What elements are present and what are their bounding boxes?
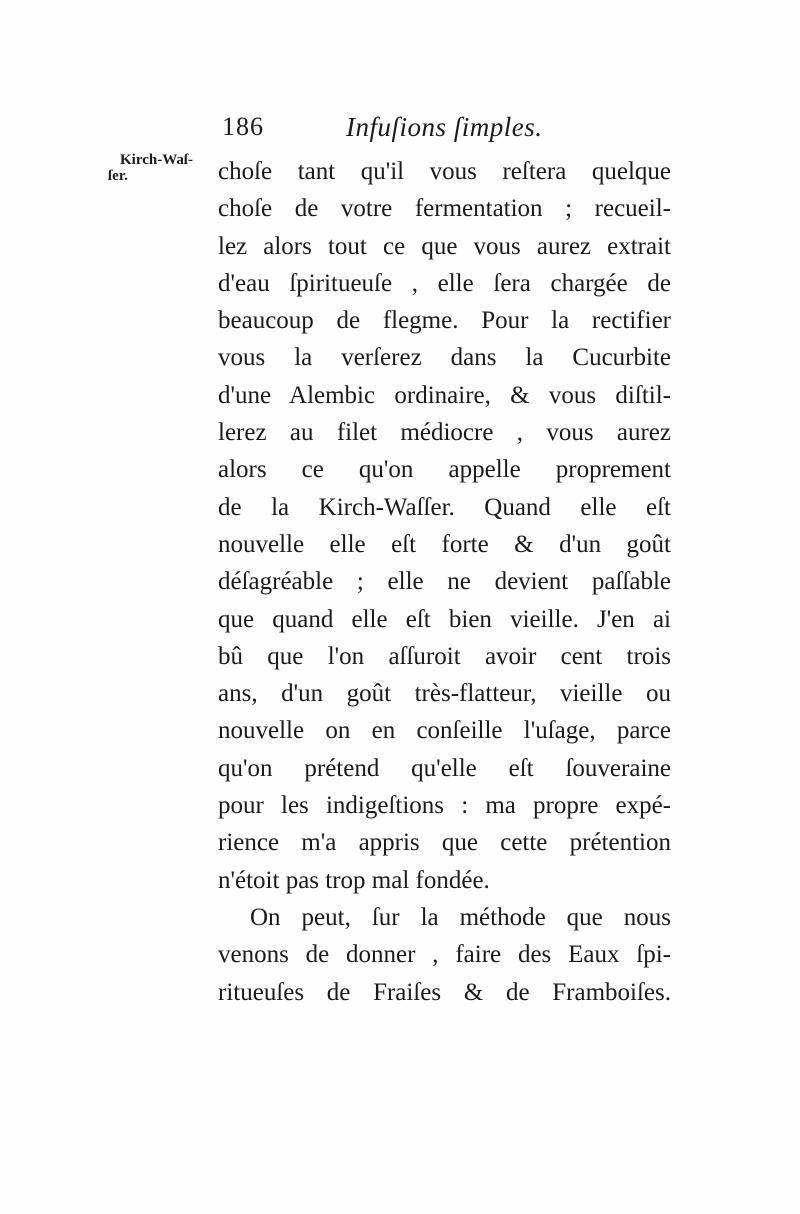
text-line: ritueuſes de Fraiſes & de Framboiſes. <box>218 978 671 1006</box>
text-line: de la Kirch-Waſſer. Quand elle eſt <box>218 493 671 521</box>
text-line: nouvelle elle eſt forte & d'un goût <box>218 530 671 558</box>
page-header <box>222 112 672 152</box>
text-line: lez alors tout ce que vous aurez extrait <box>218 232 671 260</box>
text-line: d'eau ſpiritueuſe , elle ſera chargée de <box>218 269 671 297</box>
text-line: rience m'a appris que cette prétention <box>218 829 671 857</box>
text-line: n'étoit pas trop mal fondée. <box>218 866 490 894</box>
text-line: qu'on prétend qu'elle eſt ſouveraine <box>218 754 671 782</box>
text-line: lerez au filet médiocre , vous aurez <box>218 419 671 447</box>
body-text <box>218 153 671 1011</box>
running-title: Infuſions ſimples. <box>346 112 543 142</box>
text-line: choſe de votre fermentation ; recueil- <box>218 195 671 223</box>
text-line: nouvelle on en conſeille l'uſage, parce <box>218 717 671 745</box>
marginal-note-line: Kirch-Waſ- <box>120 152 194 168</box>
text-line: alors ce qu'on appelle proprement <box>218 456 671 484</box>
marginal-note <box>108 152 208 184</box>
marginal-note-line: ſer. <box>108 168 128 184</box>
page-number: 186 <box>222 112 264 141</box>
text-line: d'une Alembic ordinaire, & vous diſtil- <box>218 381 671 409</box>
text-line: On peut, ſur la méthode que nous <box>250 903 671 931</box>
text-line: ans, d'un goût très-flatteur, vieille ou <box>218 680 671 708</box>
text-line: pour les indigeſtions : ma propre expé- <box>218 792 671 820</box>
text-line: venons de donner , faire des Eaux ſpi- <box>218 941 671 969</box>
text-line: que quand elle eſt bien vieille. J'en ai <box>218 605 671 633</box>
text-line: vous la verſerez dans la Cucurbite <box>218 344 671 372</box>
text-line: bû que l'on aſſuroit avoir cent trois <box>218 642 671 670</box>
text-line: beaucoup de flegme. Pour la rectifier <box>218 307 671 335</box>
text-line: déſagréable ; elle ne devient paſſable <box>218 568 671 596</box>
text-line: choſe tant qu'il vous reſtera quelque <box>218 158 671 185</box>
